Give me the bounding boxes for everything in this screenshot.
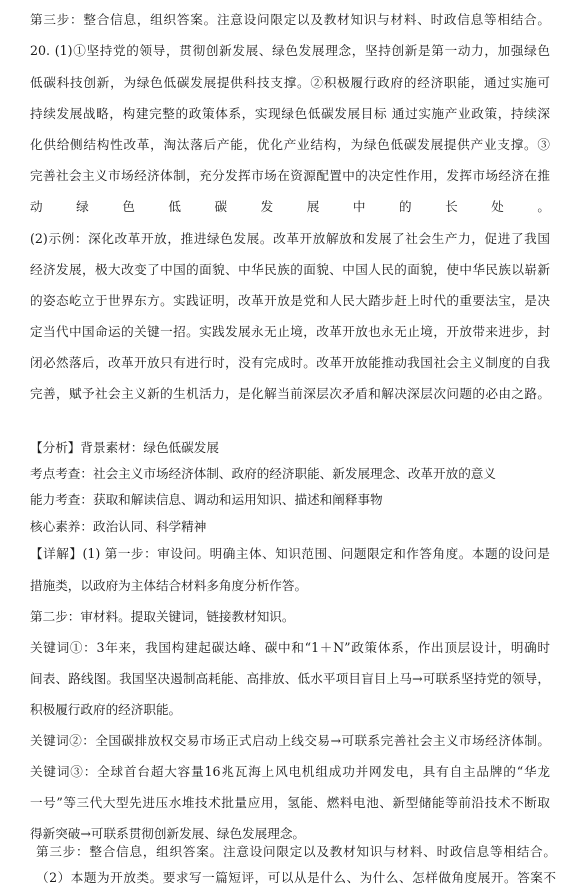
text-line: 闭必然落后，改革开放只有进行时，没有完成时。改革开放能推动我国社会主义制度的自我 bbox=[30, 355, 550, 370]
text-line: 措施类，以政府为主体结合材料多角度分析作答。 bbox=[30, 578, 308, 593]
text-line: 第二步：审材料。提取关键词，链接教材知识。 bbox=[30, 609, 295, 624]
text-line: 第三步：整合信息，组织答案。注意设问限定以及教材知识与材料、时政信息等相结合。 bbox=[30, 12, 550, 27]
text-line: 间表、路线图。我国坚决遏制高耗能、高排放、低水平项目盲目上马→可联系坚持党的领导， bbox=[30, 671, 550, 686]
text-line: 定当代中国命运的关键一招。实践发展永无止境，改革开放也永无止境，开放带来进步，封 bbox=[30, 324, 550, 339]
text-line: 化供给侧结构性改革，淘汰落后产能，优化产业结构，为绿色低碳发展提供产业支撑。③ bbox=[30, 137, 550, 152]
text-line: 第三步：整合信息，组织答案。注意设问限定以及教材知识与材料、时政信息等相结合。 bbox=[36, 844, 556, 859]
text-line: 关键词①：3年来，我国构建起碳达峰、碳中和“1＋N”政策体系，作出顶层设计，明确时 bbox=[30, 640, 550, 655]
text-line: 【分析】背景素材：绿色低碳发展 bbox=[30, 440, 219, 455]
text-line: 低碳科技创新，为绿色低碳发展提供科技支撑。②积极履行政府的经济职能，通过实施可 bbox=[30, 75, 550, 90]
text-line: 积极履行政府的经济职能。 bbox=[30, 702, 182, 717]
text-line: 经济发展，极大改变了中国的面貌、中华民族的面貌、中国人民的面貌，使中华民族以崭新 bbox=[30, 262, 550, 277]
text-line: 完善社会主义市场经济体制，充分发挥市场在资源配置中的决定性作用，发挥市场经济在推 bbox=[30, 168, 550, 183]
text-line: 【详解】(1) 第一步：审设问。明确主体、知识范围、问题限定和作答角度。本题的设问是 bbox=[30, 546, 550, 561]
text-line: 动绿色低碳发展中的长处。 bbox=[30, 199, 550, 214]
text-line: （2）本题为开放类。要求写一篇短评，可以从是什么、为什么、怎样做角度展开。答案不 bbox=[36, 870, 556, 885]
text-line: (2)示例：深化改革开放，推进绿色发展。改革开放解放和发展了社会生产力，促进了我国 bbox=[30, 231, 550, 246]
text-line: 核心素养：政治认同、科学精神 bbox=[30, 519, 207, 534]
text-line: 完善，赋予社会主义新的生机活力，是化解当前深层次矛盾和解决深层次问题的必由之路。 bbox=[30, 386, 550, 401]
text-line: 考点考查：社会主义市场经济体制、政府的经济职能、新发展理念、改革开放的意义 bbox=[30, 466, 496, 481]
text-line: 的姿态屹立于世界东方。实践证明，改革开放是党和人民大踏步赶上时代的重要法宝，是决 bbox=[30, 293, 550, 308]
text-line: 持续发展战略，构建完整的政策体系，实现绿色低碳发展目标 通过实施产业政策，持续深 bbox=[30, 106, 550, 121]
text-line: 得新突破→可联系贯彻创新发展、绿色发展理念。 bbox=[30, 826, 306, 841]
text-line: 关键词③：全球首台超大容量16兆瓦海上风电机组成功并网发电，具有自主品牌的“华龙 bbox=[30, 764, 550, 779]
text-line: 一号”等三代大型先进压水堆技术批量应用，氢能、燃料电池、新型储能等前沿技术不断取 bbox=[30, 795, 550, 810]
text-line: 关键词②：全国碳排放权交易市场正式启动上线交易→可联系完善社会主义市场经济体制。 bbox=[30, 733, 550, 748]
text-line: 能力考查：获取和解读信息、调动和运用知识、描述和阐释事物 bbox=[30, 492, 383, 507]
text-line: 20. (1)①坚持党的领导，贯彻创新发展、绿色发展理念，坚持创新是第一动力，加强绿色 bbox=[30, 43, 550, 58]
